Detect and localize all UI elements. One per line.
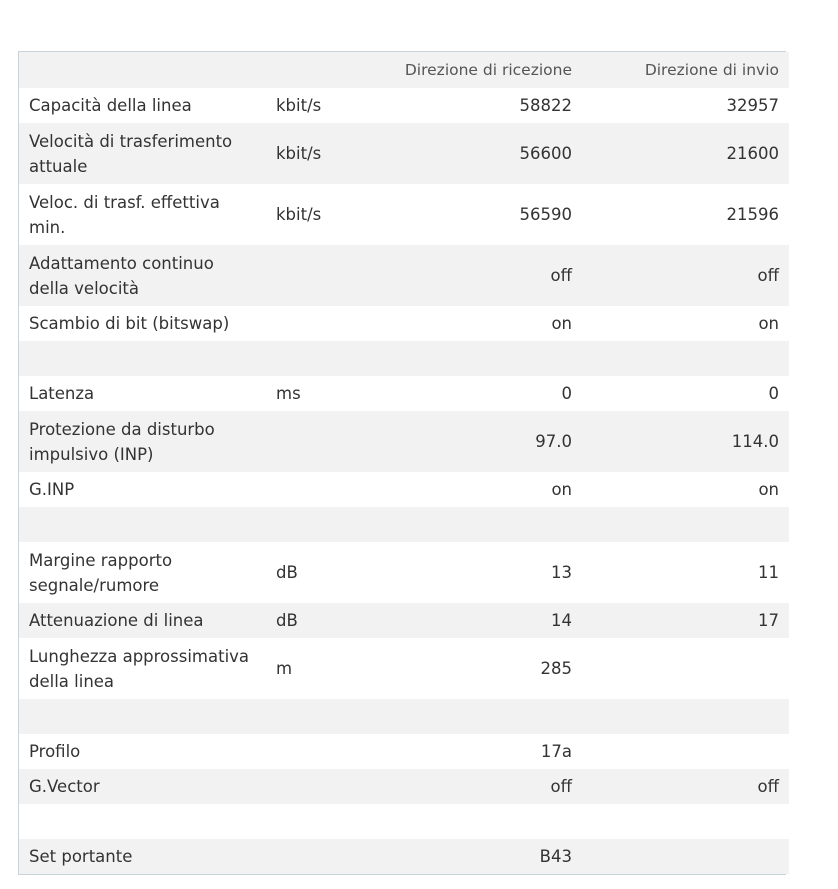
row-label <box>19 699 266 734</box>
dsl-stats-table-container <box>18 51 786 875</box>
row-receive-value: on <box>378 472 582 507</box>
row-receive-value <box>378 699 582 734</box>
table-row <box>19 123 789 184</box>
row-label: G.INP <box>19 472 266 507</box>
row-label: Attenuazione di linea <box>19 603 266 638</box>
row-send-value <box>582 341 789 376</box>
row-receive-value: 13 <box>378 542 582 603</box>
table-row <box>19 839 789 874</box>
row-receive-value: 17a <box>378 734 582 769</box>
table-row <box>19 376 789 411</box>
table-header-row <box>19 52 789 88</box>
row-label: Veloc. di trasf. effettiva min. <box>19 184 266 245</box>
row-send-value: 11 <box>582 542 789 603</box>
row-receive-value: 56590 <box>378 184 582 245</box>
row-unit: kbit/s <box>266 88 378 123</box>
table-row <box>19 472 789 507</box>
row-label: Margine rapporto segnale/rumore <box>19 542 266 603</box>
header-unit <box>266 52 378 88</box>
table-spacer-row <box>19 699 789 734</box>
table-row <box>19 411 789 472</box>
row-send-value <box>582 804 789 839</box>
row-label <box>19 341 266 376</box>
row-label <box>19 507 266 542</box>
header-send-direction: Direzione di invio <box>582 52 789 88</box>
row-unit <box>266 411 378 472</box>
row-send-value: on <box>582 306 789 341</box>
row-unit <box>266 507 378 542</box>
header-label <box>19 52 266 88</box>
row-unit <box>266 472 378 507</box>
row-label: G.Vector <box>19 769 266 804</box>
table-row <box>19 184 789 245</box>
row-unit: ms <box>266 376 378 411</box>
table-spacer-row <box>19 507 789 542</box>
row-send-value: 17 <box>582 603 789 638</box>
row-unit <box>266 699 378 734</box>
row-send-value: 32957 <box>582 88 789 123</box>
row-receive-value: 285 <box>378 638 582 699</box>
row-send-value: 0 <box>582 376 789 411</box>
row-send-value: on <box>582 472 789 507</box>
row-unit: dB <box>266 542 378 603</box>
row-unit <box>266 839 378 874</box>
row-receive-value: 97.0 <box>378 411 582 472</box>
row-send-value: 21600 <box>582 123 789 184</box>
row-receive-value: off <box>378 769 582 804</box>
row-label: Capacità della linea <box>19 88 266 123</box>
table-row <box>19 88 789 123</box>
row-label: Adattamento continuo della velocità <box>19 245 266 306</box>
row-send-value: off <box>582 245 789 306</box>
row-send-value <box>582 734 789 769</box>
row-label: Protezione da disturbo impulsivo (INP) <box>19 411 266 472</box>
row-receive-value: 0 <box>378 376 582 411</box>
row-label: Latenza <box>19 376 266 411</box>
row-unit <box>266 734 378 769</box>
table-spacer-row <box>19 341 789 376</box>
row-receive-value: on <box>378 306 582 341</box>
table-row <box>19 306 789 341</box>
row-unit <box>266 804 378 839</box>
table-row <box>19 638 789 699</box>
row-unit: dB <box>266 603 378 638</box>
row-send-value <box>582 699 789 734</box>
row-send-value <box>582 839 789 874</box>
row-receive-value: 56600 <box>378 123 582 184</box>
row-receive-value <box>378 341 582 376</box>
table-row <box>19 734 789 769</box>
table-spacer-row <box>19 804 789 839</box>
row-label <box>19 804 266 839</box>
row-receive-value: 58822 <box>378 88 582 123</box>
table-row <box>19 603 789 638</box>
row-label: Velocità di trasferimento attuale <box>19 123 266 184</box>
dsl-stats-table <box>19 52 789 874</box>
row-label: Lunghezza approssimativa della linea <box>19 638 266 699</box>
row-receive-value <box>378 507 582 542</box>
row-unit: kbit/s <box>266 184 378 245</box>
row-unit: m <box>266 638 378 699</box>
row-unit: kbit/s <box>266 123 378 184</box>
row-send-value: off <box>582 769 789 804</box>
row-send-value: 114.0 <box>582 411 789 472</box>
table-row <box>19 542 789 603</box>
row-unit <box>266 245 378 306</box>
row-receive-value: B43 <box>378 839 582 874</box>
row-unit <box>266 306 378 341</box>
header-receive-direction: Direzione di ricezione <box>378 52 582 88</box>
row-receive-value <box>378 804 582 839</box>
row-label: Scambio di bit (bitswap) <box>19 306 266 341</box>
row-unit <box>266 341 378 376</box>
table-row <box>19 769 789 804</box>
row-label: Set portante <box>19 839 266 874</box>
row-label: Profilo <box>19 734 266 769</box>
row-send-value <box>582 507 789 542</box>
table-row <box>19 245 789 306</box>
row-unit <box>266 769 378 804</box>
row-send-value <box>582 638 789 699</box>
row-send-value: 21596 <box>582 184 789 245</box>
row-receive-value: off <box>378 245 582 306</box>
row-receive-value: 14 <box>378 603 582 638</box>
